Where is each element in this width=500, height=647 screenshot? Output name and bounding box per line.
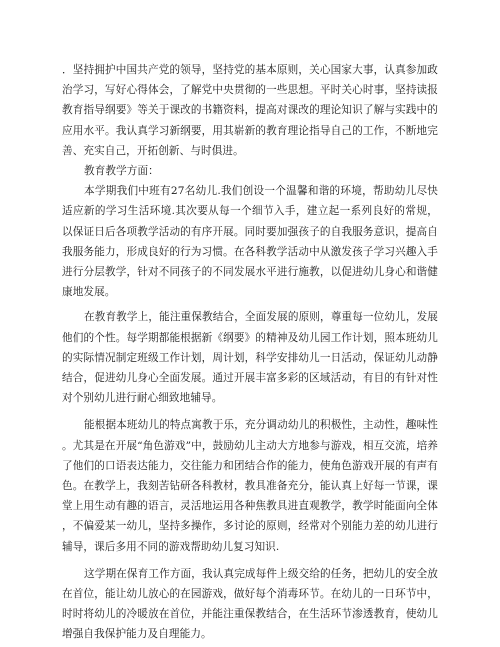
document-body: [62, 60, 438, 645]
paragraph-teaching-principles: 在教育教学上，能注重保教结合，全面发展的原则，尊重每一位幼儿，发展他们的个性。每学期都能根据新《纲要》的精神及幼儿园工作计划，照本班幼儿的实际情况制定班级工作计划，周计划，科学安排幼儿一日活动，保证幼儿动静结合，促进幼儿身心全面发展。通过开展丰富多彩的区域活动，有目的有针对性对个别幼儿进行耐心细致地辅导。: [62, 311, 438, 405]
paragraph-political-study: ．坚持拥护中国共产党的领导，坚持党的基本原则，关心国家大事，认真参加政治学习，写好心得体会，了解党中央贯彻的一些思想。平时关心时事，坚持读报教育指导纲要》等关于课改的书籍资料，提高对课改的理论知识了解与实践中的应用水平。我认真学习新纲要，用其崭新的教育理论指导自己的工作，不断地完善、充实自己，开拓创新、与时俱进。: [62, 64, 438, 157]
section-heading-teaching: 教育教学方面：: [84, 165, 159, 178]
paragraph-class-environment: 本学期我们中班有27名幼儿.我们创设一个温馨和谐的环境，帮助幼儿尽快适应新的学习生活环境.其次要从每一个细节入手，建立起一系列良好的常规，以保证日后各项教学活动的有序开展。同时要加强孩子的自我服务意识，提高自我服务能力，形成良好的行为习惯。在各科教学活动中从激发孩子学习兴趣入手进行分层教学，针对不同孩子的不同发展水平进行施教，以促进幼儿身心和谐健康地发展。: [62, 185, 438, 299]
paragraph-role-play-games: 能根据本班幼儿的特点寓教于乐，充分调动幼儿的积极性，主动性，趣味性。尤其是在开展“角色游戏”中，鼓励幼儿主动大方地参与游戏，相互交流，培养了他们的口语表达能力，交往能力和团结合作的能力，使角色游戏开展的有声有色。在教学上，我刻苦钻研各科教材，教具准备充分，能认真上好每一节课，课堂上用生动有趣的语言，灵活地运用各种焦教具进直观教学，教学时能面向全体，不偏爱某一幼儿，坚持多操作，多讨论的原则，经常对个别能力差的幼儿进行辅导，课后多用不同的游戏帮助幼儿复习知识.: [62, 419, 438, 553]
paragraph-childcare-work: 这学期在保育工作方面，我认真完成每件上级交给的任务，把幼儿的安全放在首位，能让幼儿放心的在园游戏，做好每个消毒环节。在幼儿的一日环节中，时时将幼儿的冷暖放在首位，并能注重保教结合，在生活环节渗透教育，使幼儿增强自我保护能力及自理能力。: [62, 567, 438, 641]
